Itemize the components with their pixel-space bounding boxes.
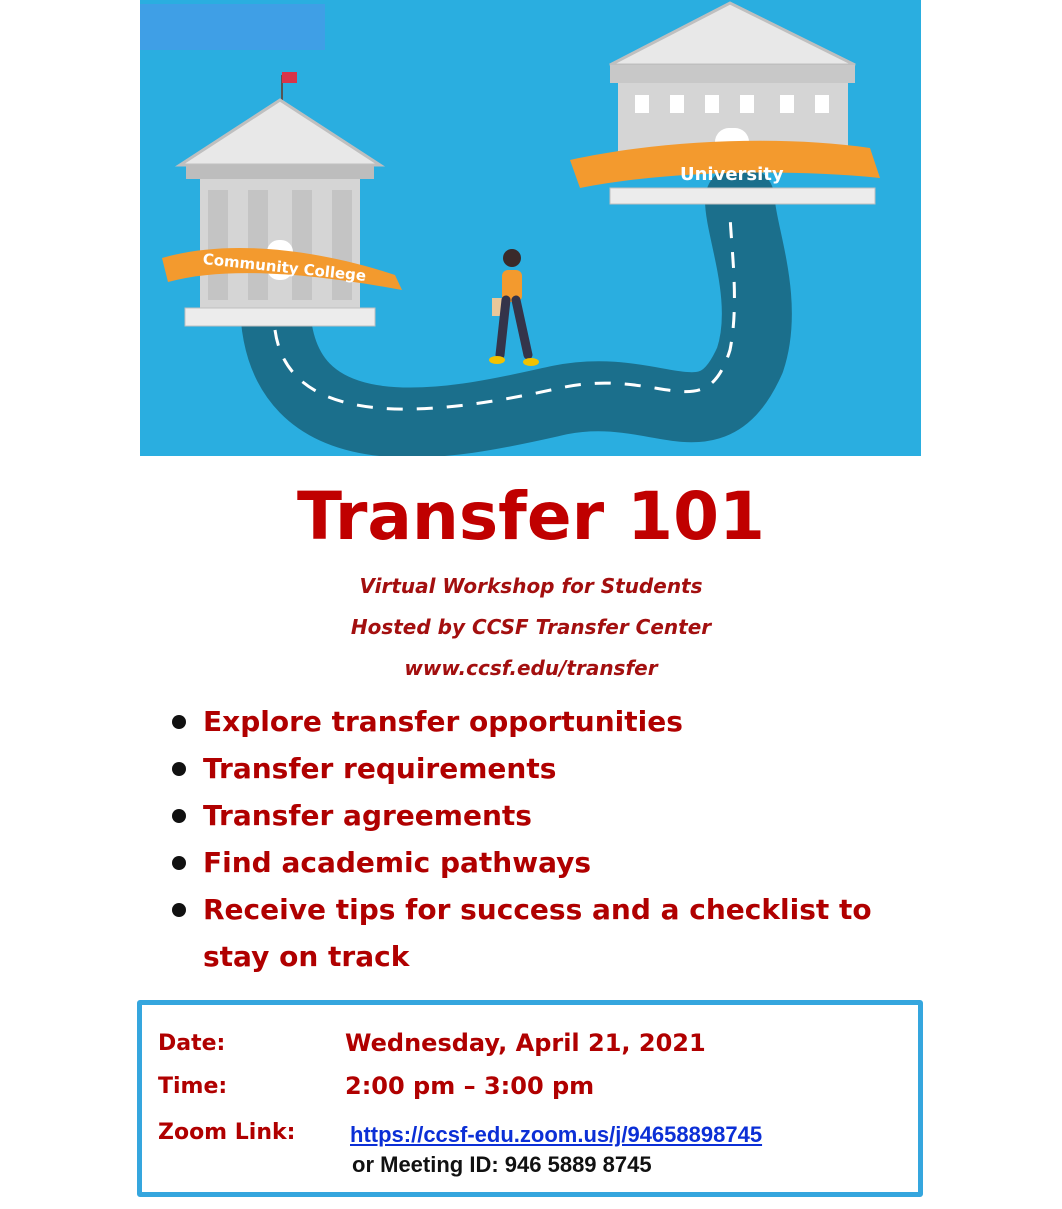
date-value: Wednesday, April 21, 2021 xyxy=(345,1029,706,1057)
bullet-icon xyxy=(172,715,186,729)
event-details-box xyxy=(137,1000,923,1197)
date-label: Date: xyxy=(158,1031,226,1056)
zoom-label: Zoom Link: xyxy=(158,1120,296,1145)
banner-patch xyxy=(140,4,325,50)
bullet-icon xyxy=(172,809,186,823)
page-title: Transfer 101 xyxy=(297,478,765,555)
bullet-icon xyxy=(172,762,186,776)
bullet-icon xyxy=(172,903,186,917)
time-label: Time: xyxy=(158,1074,228,1099)
topic-list xyxy=(172,698,892,980)
subtitle-website[interactable]: www.ccsf.edu/transfer xyxy=(404,656,658,680)
subtitle-workshop: Virtual Workshop for Students xyxy=(359,574,703,598)
meeting-id: or Meeting ID: 946 5889 8745 xyxy=(352,1152,652,1177)
hero-svg xyxy=(140,0,921,456)
list-item: Transfer agreements xyxy=(172,792,892,839)
list-item: Explore transfer opportunities xyxy=(172,698,892,745)
subtitle-host: Hosted by CCSF Transfer Center xyxy=(350,615,712,639)
list-item: Find academic pathways xyxy=(172,839,892,886)
flag-icon xyxy=(282,72,297,83)
zoom-link[interactable]: https://ccsf-edu.zoom.us/j/94658898745 xyxy=(350,1122,763,1147)
hero-illustration xyxy=(140,0,921,456)
list-item: Transfer requirements xyxy=(172,745,892,792)
bullet-icon xyxy=(172,856,186,870)
time-value: 2:00 pm – 3:00 pm xyxy=(345,1072,595,1100)
list-item: Receive tips for success and a checklist to stay on track xyxy=(172,886,892,980)
university-label: University xyxy=(680,164,784,185)
community-college-label: Community College xyxy=(202,249,367,285)
